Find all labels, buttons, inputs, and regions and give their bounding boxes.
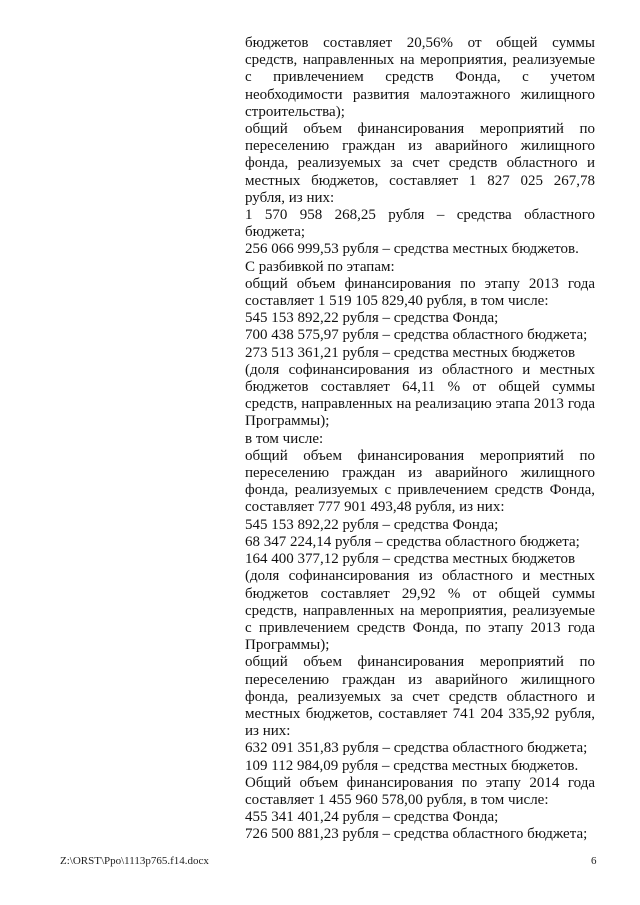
paragraph: 700 438 575,97 рубля – средства областного бюджета;: [245, 327, 588, 344]
paragraph: в том числе:: [245, 430, 324, 447]
paragraph: 632 091 351,83 рубля – средства областного бюджета;: [245, 740, 588, 757]
footer-file-path: Z:\ORST\Ppo\1113p765.f14.docx: [60, 855, 209, 867]
paragraph: 726 500 881,23 рубля – средства областного бюджета;: [245, 826, 588, 843]
document-body: [245, 35, 595, 844]
paragraph: С разбивкой по этапам:: [245, 258, 395, 275]
paragraph: 545 153 892,22 рубля – средства Фонда;: [245, 516, 499, 533]
paragraph: 68 347 224,14 рубля – средства областного бюджета;: [245, 533, 580, 550]
paragraph: (доля софинансирования из областного и местных бюджетов составляет 64,11 % от общей суммы средств, направленных на реализацию этапа 2013 года Программы);: [245, 361, 595, 430]
paragraph: общий объем финансирования мероприятий по переселению граждан из аварийного жилищного фонда, реализуемых с привлечением средств Фонда, составляет 777 901 493,48 рубля, из них:: [245, 447, 595, 516]
paragraph: 1 570 958 268,25 рубля – средства областного бюджета;: [245, 207, 595, 241]
paragraph: 109 112 984,09 рубля – средства местных бюджетов.: [245, 757, 579, 774]
paragraph: бюджетов составляет 20,56% от общей суммы средств, направленных на мероприятия, реализуемые с привлечением средств Фонда, с учетом необходимости развития малоэтажного жилищного строительства);: [245, 35, 595, 120]
paragraph: общий объем финансирования мероприятий по переселению граждан из аварийного жилищного фонда, реализуемых за счет средств областного и местных бюджетов, составляет 1 827 025 267,78 рубля, из них:: [245, 121, 595, 206]
paragraph: 545 153 892,22 рубля – средства Фонда;: [245, 310, 499, 327]
paragraph: 455 341 401,24 рубля – средства Фонда;: [245, 809, 499, 826]
paragraph: (доля софинансирования из областного и местных бюджетов составляет 29,92 % от общей суммы средств, направленных на мероприятия, реализуемые с привлечением средств Фонда, по этапу 2013 года Программы);: [245, 568, 595, 654]
paragraph: общий объем финансирования по этапу 2013 года составляет 1 519 105 829,40 рубля, в том числе:: [245, 275, 595, 310]
page-number: 6: [591, 855, 597, 867]
paragraph: общий объем финансирования мероприятий по переселению граждан из аварийного жилищного фонда, реализуемых за счет средств областного и местных бюджетов, составляет 741 204 335,92 рубля, из них:: [245, 654, 595, 740]
paragraph: 164 400 377,12 рубля – средства местных бюджетов: [245, 551, 576, 568]
paragraph: 256 066 999,53 рубля – средства местных бюджетов.: [245, 241, 579, 258]
paragraph: Общий объем финансирования по этапу 2014 года составляет 1 455 960 578,00 рубля, в том числе:: [245, 774, 595, 808]
paragraph: 273 513 361,21 рубля – средства местных бюджетов: [245, 344, 576, 361]
